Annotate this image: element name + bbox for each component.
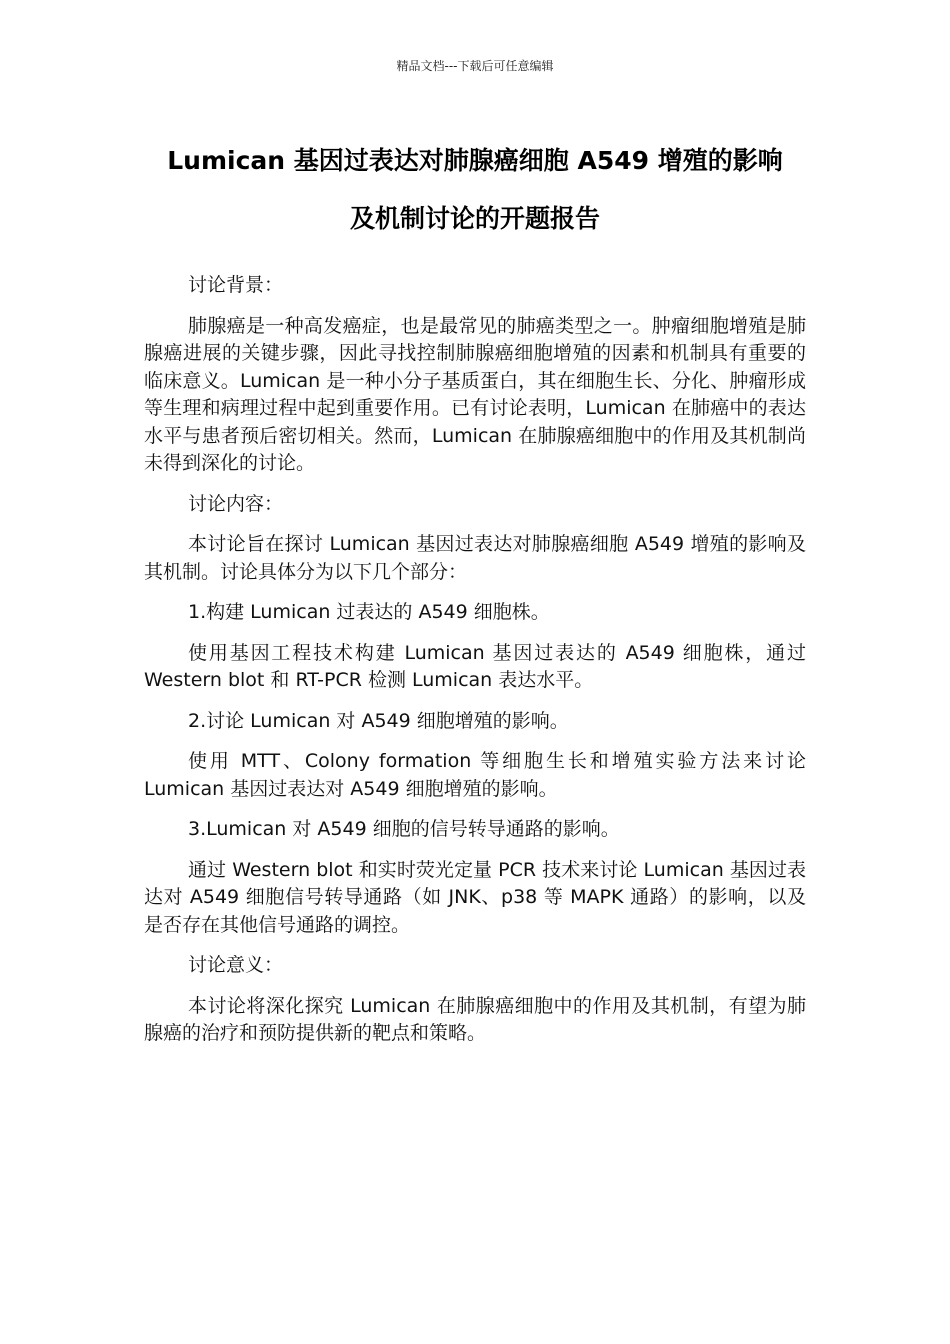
item-3-paragraph: 通过 Western blot 和实时荧光定量 PCR 技术来讨论 Lumican 基因过表达对 A549 细胞信号转导通路（如 JNK、p38 等 MAPK 通路）的影响，以及是否存在其他信号通路的调控。 [144,858,806,936]
item-2-paragraph: 使用 MTT、Colony formation 等细胞生长和增殖实验方法来讨论 Lumican 基因过表达对 A549 细胞增殖的影响。 [144,750,806,800]
page-header: 精品文档---下载后可任意编辑 [396,59,554,73]
section-heading-significance: 讨论意义： [188,954,284,976]
title-line-2: 及机制讨论的开题报告 [349,204,600,233]
item-1-paragraph: 使用基因工程技术构建 Lumican 基因过表达的 A549 细胞株，通过 Western blot 和 RT-PCR 检测 Lumican 表达水平。 [144,641,806,691]
paragraph-content-intro: 本讨论旨在探讨 Lumican 基因过表达对肺腺癌细胞 A549 增殖的影响及其机制。讨论具体分为以下几个部分： [144,533,806,583]
section-heading-content: 讨论内容： [188,492,284,515]
item-3-heading: 3.Lumican 对 A549 细胞的信号转导通路的影响。 [188,818,620,840]
item-1-heading: 1.构建 Lumican 过表达的 A549 细胞株。 [188,601,550,623]
paragraph-significance: 本讨论将深化探究 Lumican 在肺腺癌细胞中的作用及其机制，有望为肺腺癌的治疗和预防提供新的靶点和策略。 [144,994,806,1044]
item-2-heading: 2.讨论 Lumican 对 A549 细胞增殖的影响。 [188,709,569,732]
paragraph-background: 肺腺癌是一种高发癌症，也是最常见的肺癌类型之一。肿瘤细胞增殖是肺腺癌进展的关键步骤，因此寻找控制肺腺癌细胞增殖的因素和机制具有重要的临床意义。Lumican 是一种小分子基质蛋白，其在细胞生长、分化、肿瘤形成等生理和病理过程中起到重要作用。已有讨论表明，Lumican 在肺癌中的表达水平与患者预后密切相关。然而，Lumican 在肺腺癌细胞中的作用及其机制尚未得到深化的讨论。 [144,314,806,474]
document-body [144,272,806,1061]
title-line-1: Lumican 基因过表达对肺腺癌细胞 A549 增殖的影响 [167,146,783,175]
document-title [120,132,830,248]
section-heading-background: 讨论背景： [188,274,284,296]
